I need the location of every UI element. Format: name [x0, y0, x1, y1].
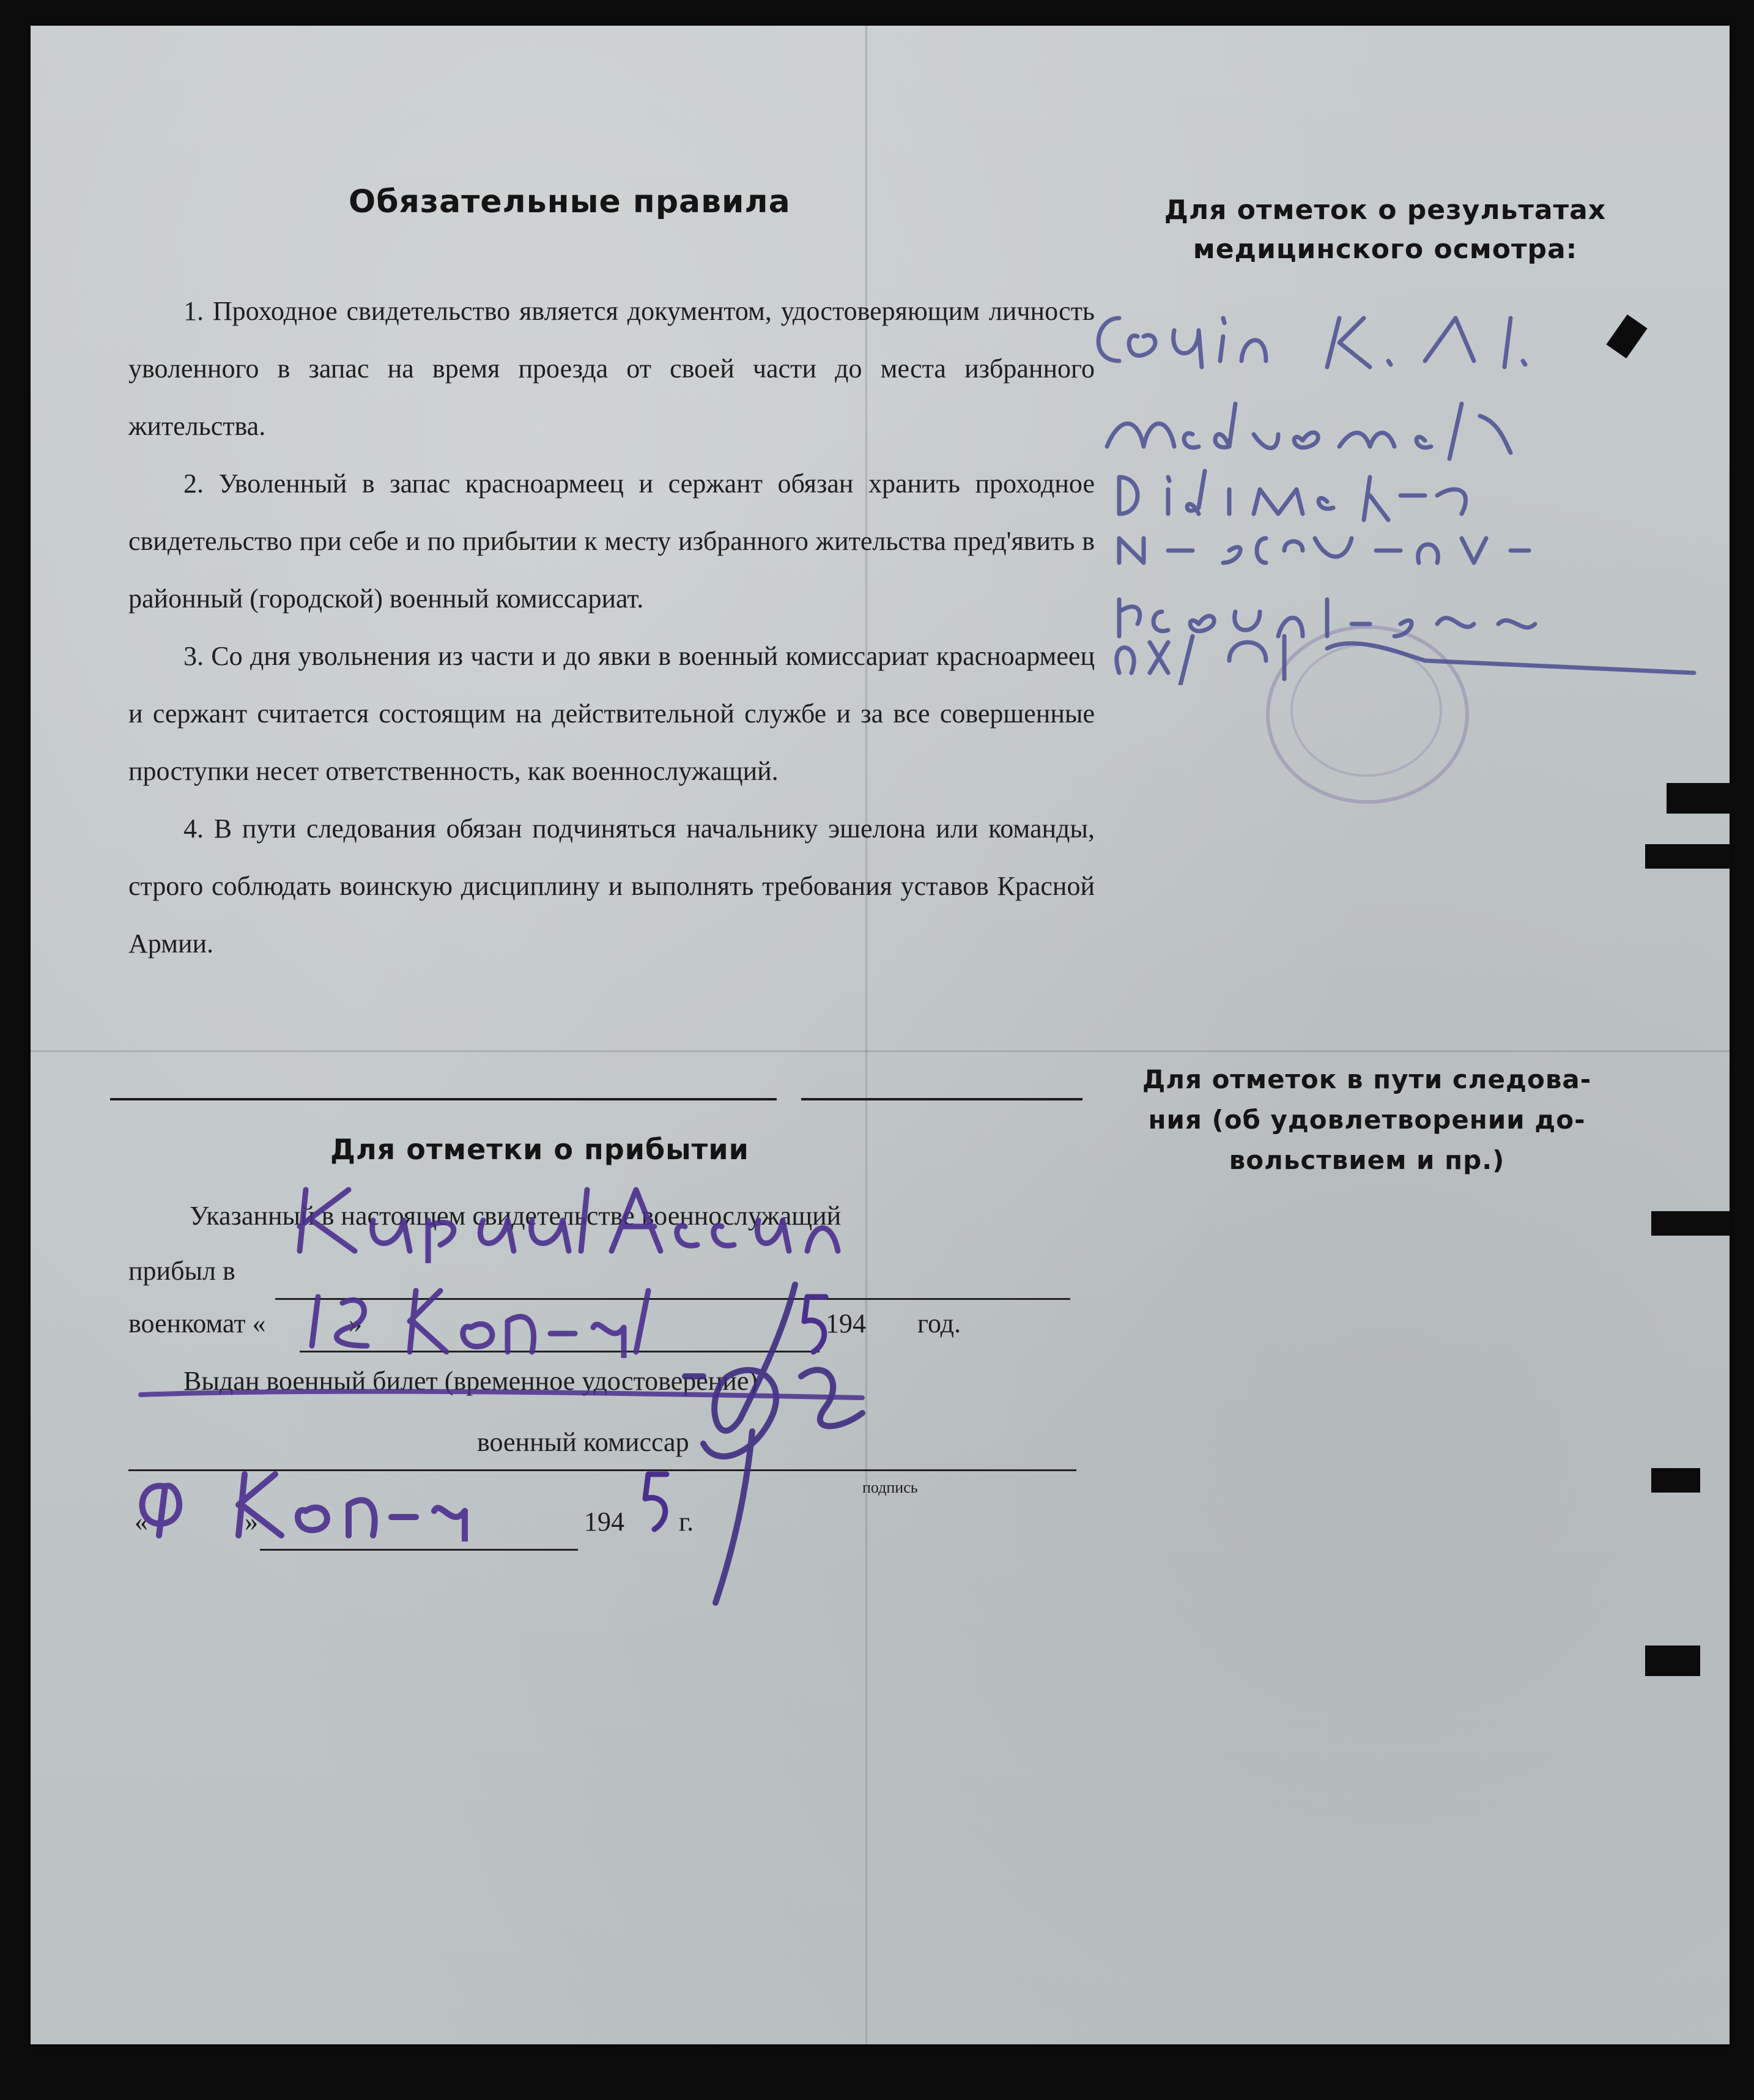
- arrival-line-3-quote: »: [349, 1308, 362, 1338]
- separator-line-2: [801, 1098, 1082, 1100]
- handwritten-arrival-date: [306, 1278, 697, 1358]
- issue-date-close-quote: »: [245, 1507, 258, 1537]
- route-title-line-2: ния (об удовлетворении до-: [1148, 1105, 1586, 1135]
- issue-date-line: [260, 1549, 578, 1551]
- rule-item-2: 2. Уволенный в запас красноармеец и сержант обязан хранить проходное свидетельство при себе и по прибытии к месту избранного жительства пред'явить в районный (городской) военный комиссариат.: [128, 469, 1095, 614]
- medical-title-line-1: Для отметок о результатах: [1164, 195, 1607, 226]
- separator-line-1: [110, 1098, 777, 1100]
- arrival-title: Для отметки о прибытии: [330, 1133, 749, 1166]
- torn-edge-4: [1651, 1211, 1731, 1236]
- torn-edge-6: [1645, 1645, 1700, 1676]
- route-title-line-1: Для отметок в пути следова-: [1142, 1064, 1592, 1094]
- arrival-line-5: военный комиссар: [477, 1427, 689, 1457]
- torn-edge-2: [1667, 783, 1734, 814]
- commissar-signature: [679, 1272, 923, 1615]
- paper-fold-horizontal: [31, 1050, 1730, 1052]
- medical-section-title: [1082, 191, 1688, 269]
- signature-label: подпись: [862, 1479, 918, 1496]
- handwritten-arrival-place: [281, 1178, 893, 1263]
- arrival-line-4: Выдан военный билет (временное удостоверение): [183, 1366, 758, 1396]
- rule-item-4: 4. В пути следования обязан подчиняться начальнику эшелона или команды, строго соблюдать воинскую дисциплину и выполнять требования уставов Красной Армии.: [128, 814, 1095, 959]
- torn-edge-5: [1651, 1468, 1700, 1493]
- rule-item-3: 3. Со дня увольнения из части и до явки в военный комиссариат красноармеец и сержант считается состоящим на действительной службе и за все совершенные проступки несет ответственность, как военнослужащий.: [128, 641, 1095, 786]
- issue-date-open-quote: «: [135, 1507, 148, 1537]
- handwritten-medical-note: [1082, 294, 1731, 685]
- handwritten-issue-date: [122, 1462, 514, 1542]
- rule-item-1: 1. Проходное свидетельство является документом, удостоверяющим личность уволенного в запас на время проезда от своей части до места избранного жительства.: [128, 296, 1095, 441]
- route-section-title: [1082, 1059, 1651, 1181]
- issue-year-prefix: 194: [584, 1507, 624, 1537]
- arrival-year-prefix: 194: [826, 1308, 866, 1338]
- arrival-line-2-label: прибыл в: [128, 1256, 235, 1286]
- arrival-year-suffix: год.: [917, 1308, 961, 1338]
- route-title-line-3: вольствием и пр.): [1229, 1145, 1505, 1175]
- arrival-line-3-label: военкомат «: [128, 1308, 266, 1338]
- ink-underline-mark: [135, 1379, 868, 1404]
- medical-title-line-2: медицинского осмотра:: [1193, 234, 1578, 265]
- rules-title: Обязательные правила: [349, 184, 791, 220]
- rules-list: [128, 283, 1095, 973]
- torn-edge-3: [1645, 844, 1731, 869]
- issue-year-suffix: г.: [679, 1507, 694, 1537]
- handwritten-year-digit-issue: [636, 1468, 679, 1535]
- arrival-line-1: Указанный в настоящем свидетельстве военнослужащий: [190, 1201, 842, 1231]
